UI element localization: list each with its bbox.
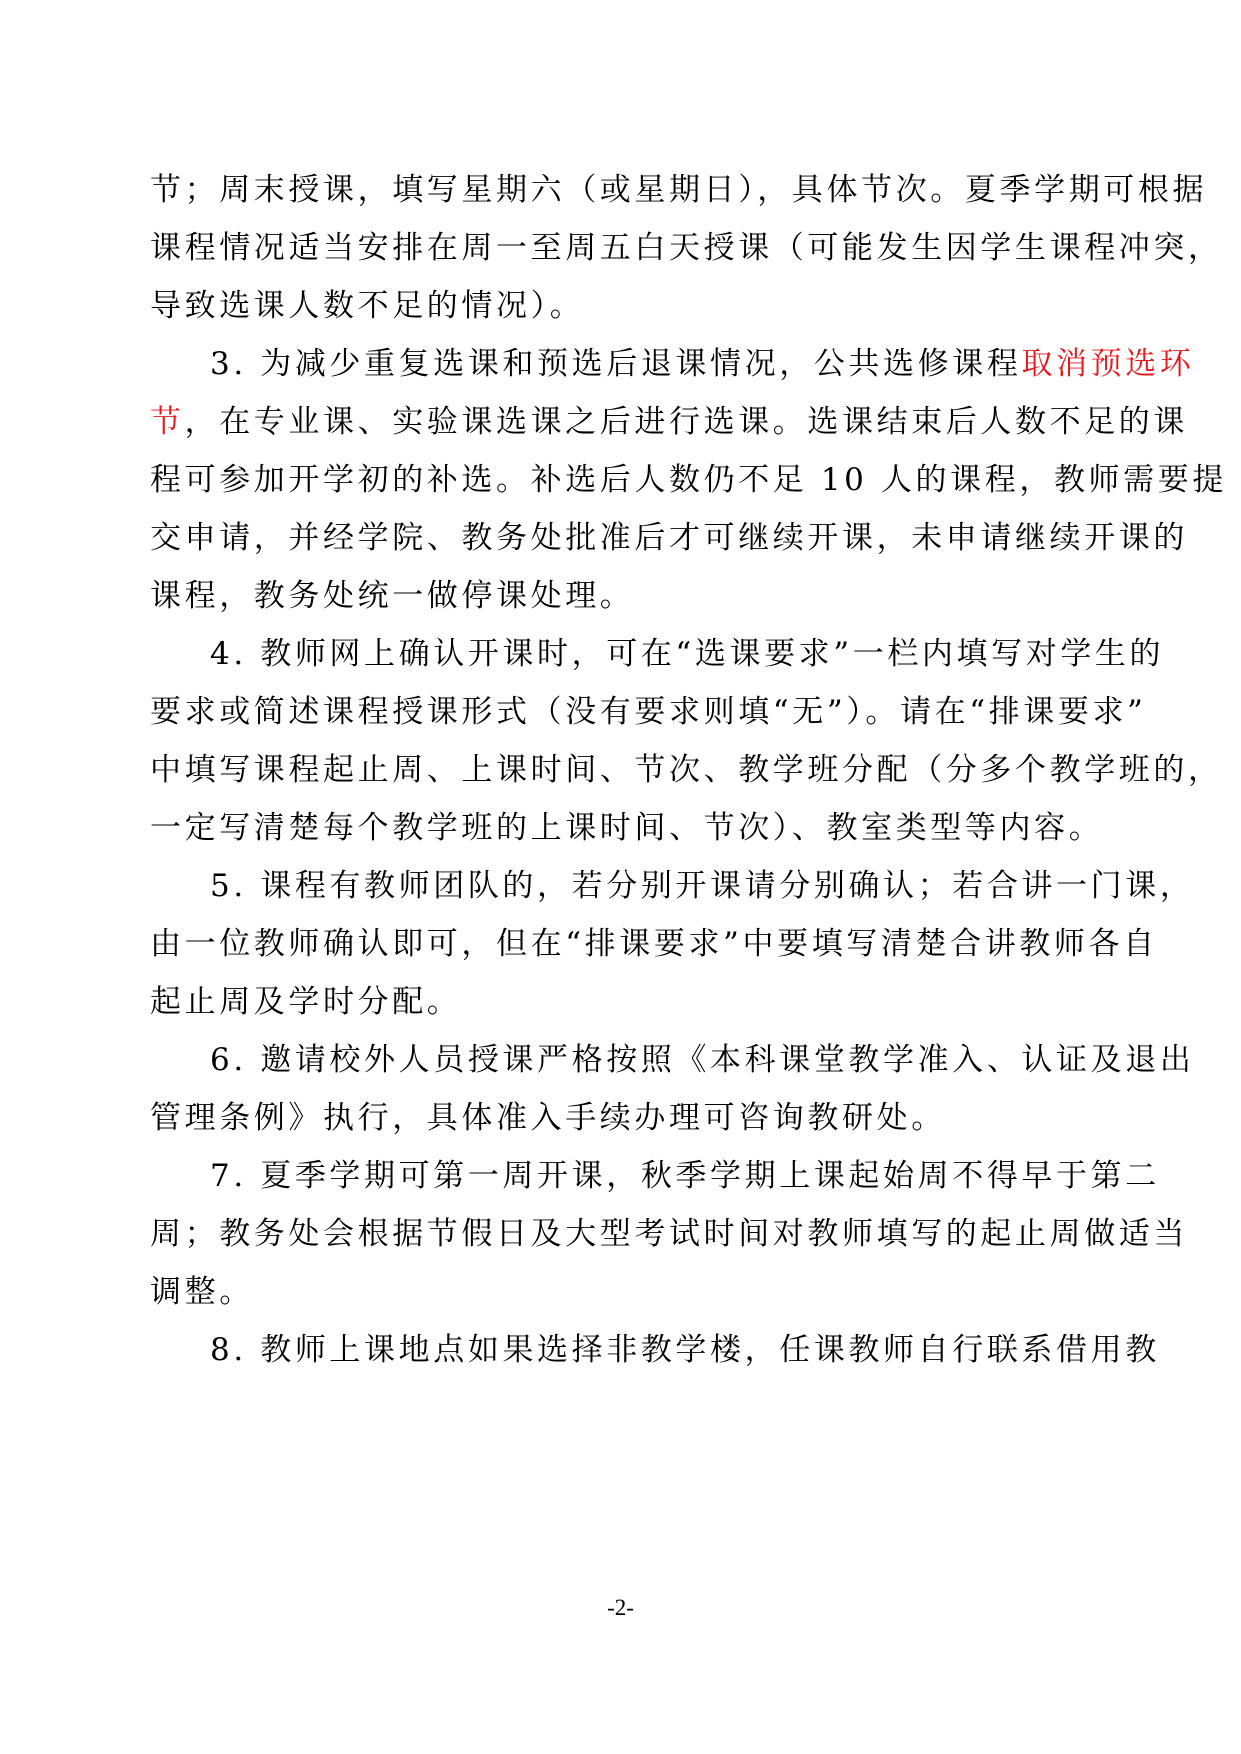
text-line: 周；教务处会根据节假日及大型考试时间对教师填写的起止周做适当 [150,1216,1188,1252]
text-line [150,398,1189,446]
text-line: 调整。 [150,1274,254,1310]
highlighted-text: 取消预选环 [1021,346,1195,382]
page-number: -2- [607,1595,634,1620]
text-line: 一定写清楚每个教学班的上课时间、节次）、教室类型等内容。 [150,810,1104,846]
text-line: 管理条例》执行，具体准入手续办理可咨询教研处。 [150,1100,946,1136]
text-line: 交申请，并经学院、教务处批准后才可继续开课，未申请继续开课的 [150,520,1188,556]
text-line: 程可参加开学初的补选。补选后人数仍不足 10 人的课程，教师需要提 [150,462,1227,498]
text-segment: ，在专业课、实验课选课之后进行选课。选课结束后人数不足的课 [184,404,1189,440]
text-line: 8. 教师上课地点如果选择非教学楼，任课教师自行联系借用教 [210,1332,1160,1368]
text-segment: 3. 为减少重复选课和预选后退课情况，公共选修课程 [210,346,1022,382]
text-line [210,340,1195,388]
highlighted-text: 节 [150,404,185,440]
text-line: 由一位教师确认即可，但在“排课要求”中要填写清楚合讲教师各自 [150,926,1158,962]
text-line: 课程情况适当安排在周一至周五白天授课（可能发生因学生课程冲突， [150,230,1223,266]
text-line: 导致选课人数不足的情况）。 [150,288,585,324]
text-line: 4. 教师网上确认开课时，可在“选课要求”一栏内填写对学生的 [210,636,1165,672]
text-line: 起止周及学时分配。 [150,984,462,1020]
text-line: 中填写课程起止周、上课时间、节次、教学班分配（分多个教学班的， [150,752,1223,788]
text-line: 6. 邀请校外人员授课严格按照《本科课堂教学准入、认证及退出 [210,1042,1195,1078]
text-line: 7. 夏季学期可第一周开课，秋季学期上课起始周不得早于第二 [210,1158,1160,1194]
text-line: 节；周末授课，填写星期六（或星期日），具体节次。夏季学期可根据 [150,172,1208,208]
text-line: 课程，教务处统一做停课处理。 [150,578,635,614]
text-line: 要求或简述课程授课形式（没有要求则填“无”）。请在“排课要求” [150,694,1147,730]
text-line: 5. 课程有教师团队的，若分别开课请分别确认；若合讲一门课， [210,868,1195,904]
